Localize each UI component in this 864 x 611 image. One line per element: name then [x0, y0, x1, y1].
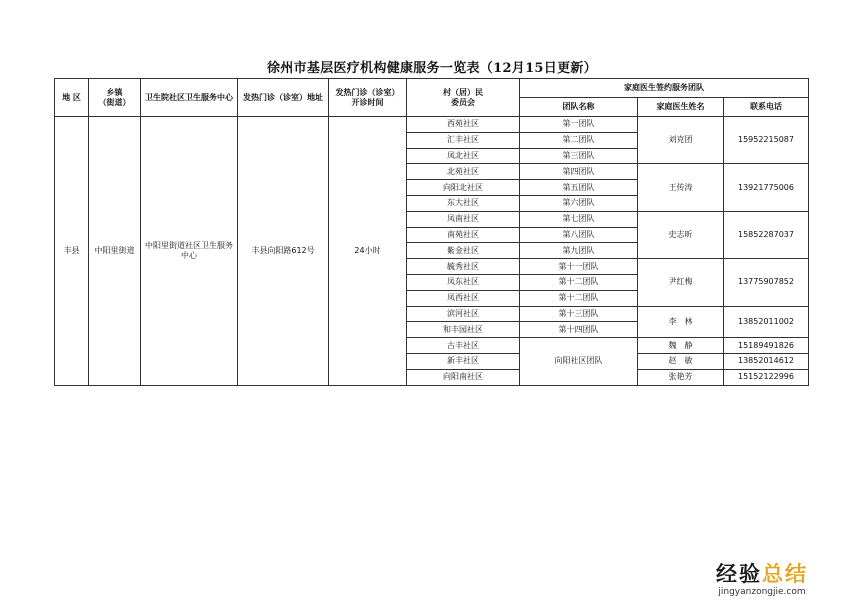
cell-team-merged: 向阳社区团队 — [520, 338, 638, 385]
header-village: 村（居）民 委员会 — [407, 79, 520, 117]
cell-district: 丰县 — [55, 117, 89, 386]
cell-team: 第十二团队 — [520, 290, 638, 306]
cell-village: 西苑社区 — [407, 117, 520, 133]
watermark-logo-text: 经验总结 — [716, 562, 808, 586]
cell-village: 凤西社区 — [407, 290, 520, 306]
cell-phone: 13852011002 — [724, 306, 809, 338]
cell-phone: 13921775006 — [724, 164, 809, 211]
cell-village: 南苑社区 — [407, 227, 520, 243]
cell-village: 汇丰社区 — [407, 132, 520, 148]
cell-doctor-name: 尹红梅 — [638, 259, 724, 306]
cell-phone: 13775907852 — [724, 259, 809, 306]
cell-township: 中阳里街道 — [89, 117, 141, 386]
cell-village: 古丰社区 — [407, 338, 520, 354]
cell-village: 新丰社区 — [407, 353, 520, 369]
header-family-doctor-team: 家庭医生签约服务团队 — [520, 79, 809, 98]
cell-doctor-name: 魏 静 — [638, 338, 724, 354]
header-phone: 联系电话 — [724, 98, 809, 117]
cell-phone: 13852014612 — [724, 353, 809, 369]
cell-phone: 15189491826 — [724, 338, 809, 354]
cell-doctor-name: 张艳芳 — [638, 369, 724, 385]
cell-team: 第十一团队 — [520, 259, 638, 275]
header-district: 地 区 — [55, 79, 89, 117]
header-team-name: 团队名称 — [520, 98, 638, 117]
cell-village: 凤北社区 — [407, 148, 520, 164]
cell-team: 第十三团队 — [520, 306, 638, 322]
watermark-url: jingyanzongjie.com — [718, 587, 806, 597]
cell-phone: 15952215087 — [724, 117, 809, 164]
cell-team: 第八团队 — [520, 227, 638, 243]
cell-doctor-name: 王传涛 — [638, 164, 724, 211]
cell-village: 和丰园社区 — [407, 322, 520, 338]
page-title: 徐州市基层医疗机构健康服务一览表（12月15日更新） — [267, 61, 597, 76]
cell-team: 第十二团队 — [520, 274, 638, 290]
header-fever-hours: 发热门诊（诊室）开诊时间 — [329, 79, 407, 117]
cell-team: 第七团队 — [520, 211, 638, 227]
service-table — [54, 78, 809, 386]
cell-team: 第九团队 — [520, 243, 638, 259]
cell-village: 向阳北社区 — [407, 180, 520, 196]
cell-team: 第四团队 — [520, 164, 638, 180]
cell-center: 中阳里街道社区卫生服务中心 — [141, 117, 238, 386]
cell-village: 北苑社区 — [407, 164, 520, 180]
cell-team: 第二团队 — [520, 132, 638, 148]
cell-village: 凤东社区 — [407, 274, 520, 290]
cell-phone: 15852287037 — [724, 211, 809, 258]
cell-fever-hours: 24小时 — [329, 117, 407, 386]
cell-village: 滨河社区 — [407, 306, 520, 322]
cell-doctor-name: 刘克团 — [638, 117, 724, 164]
cell-village: 紫金社区 — [407, 243, 520, 259]
cell-team: 第十四团队 — [520, 322, 638, 338]
cell-team: 第五团队 — [520, 180, 638, 196]
cell-village: 东大社区 — [407, 195, 520, 211]
header-township: 乡镇 （街道） — [89, 79, 141, 117]
site-watermark — [692, 558, 832, 597]
cell-doctor-name: 李 林 — [638, 306, 724, 338]
cell-village: 毓秀社区 — [407, 259, 520, 275]
cell-team: 第一团队 — [520, 117, 638, 133]
cell-phone: 15152122996 — [724, 369, 809, 385]
header-doctor-name: 家庭医生姓名 — [638, 98, 724, 117]
cell-team: 第三团队 — [520, 148, 638, 164]
cell-village: 凤南社区 — [407, 211, 520, 227]
cell-village: 向阳南社区 — [407, 369, 520, 385]
cell-doctor-name: 史志昕 — [638, 211, 724, 258]
header-fever-address: 发热门诊（诊室）地址 — [238, 79, 329, 117]
header-center: 卫生院社区卫生服务中心 — [141, 79, 238, 117]
cell-doctor-name: 赵 敏 — [638, 353, 724, 369]
cell-fever-address: 丰县向阳路612号 — [238, 117, 329, 386]
cell-team: 第六团队 — [520, 195, 638, 211]
